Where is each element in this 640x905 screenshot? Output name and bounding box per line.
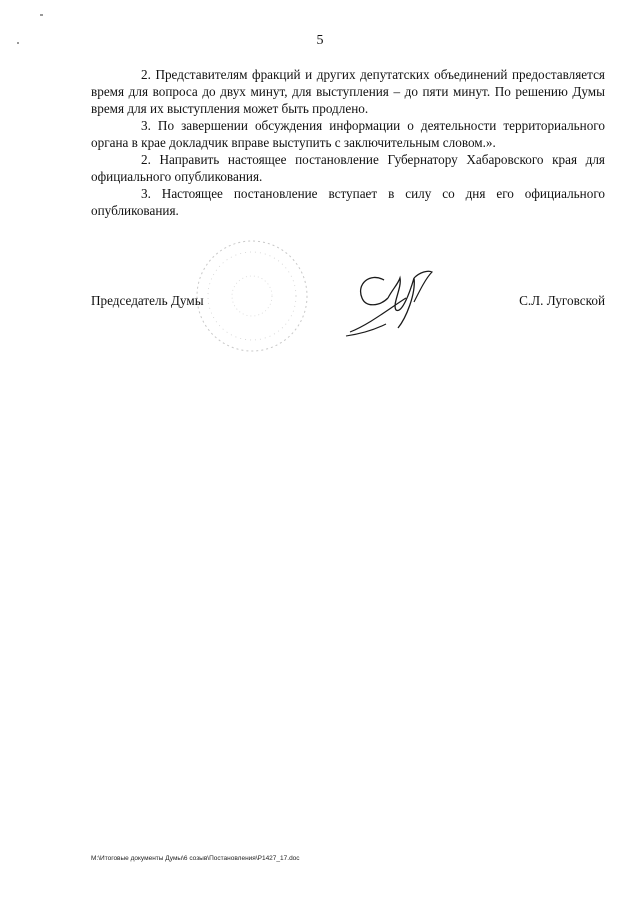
faint-round-seal-icon <box>192 236 312 356</box>
paragraph: 2. Представителям фракций и других депутатских объединений предоставляется время для вопроса до двух минут, для выступления – до пяти минут. По решению Думы время для их выступления может быть продлено. <box>91 67 605 116</box>
handwritten-signature-icon <box>340 268 440 340</box>
signatory-position: Председатель Думы <box>91 293 204 308</box>
paragraph: 2. Направить настоящее постановление Губернатору Хабаровского края для официального опубликования. <box>91 152 605 184</box>
page-number: 5 <box>316 33 324 48</box>
paragraph: 3. По завершении обсуждения информации о деятельности территориального органа в крае докладчик вправе выступить с заключительным словом.». <box>91 118 605 150</box>
document-body <box>91 66 605 219</box>
scan-speck <box>40 14 43 16</box>
paragraph: 3. Настоящее постановление вступает в силу со дня его официального опубликования. <box>91 186 605 218</box>
footer-file-path: М:\Итоговые документы Думы\6 созыв\Постановления\Р1427_17.doc <box>91 855 300 862</box>
signatory-name: С.Л. Луговской <box>519 293 605 308</box>
